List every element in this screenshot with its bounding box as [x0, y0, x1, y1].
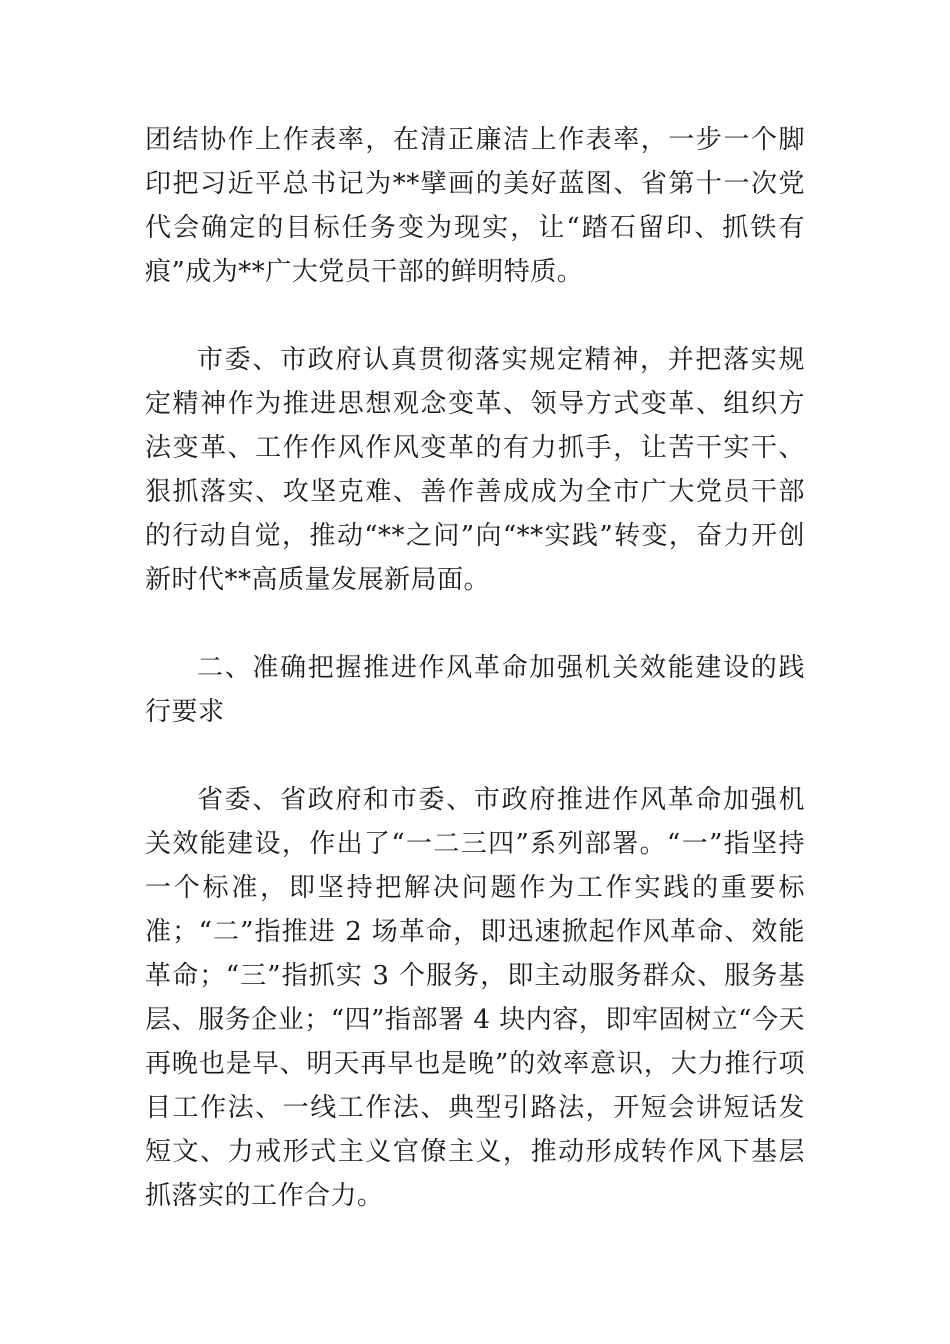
document-body	[145, 118, 805, 1262]
paragraph-municipal-implementation: 市委、市政府认真贯彻落实规定精神，并把落实规定精神作为推进思想观念变革、领导方式变革、组织方法变革、工作作风作风变革的有力抓手，让苦干实干、狠抓落实、攻坚克难、善作善成成为全市广大党员干部的行动自觉，推动“**之问”向“**实践”转变，奋力开创新时代**高质量发展新局面。	[145, 345, 805, 595]
paragraph-continuation: 团结协作上作表率，在清正廉洁上作表率，一步一个脚印把习近平总书记为**擘画的美好蓝图、省第十一次党代会确定的目标任务变为现实，让“踏石留印、抓铁有痕”成为**广大党员干部的鲜明特质。	[145, 125, 805, 287]
paragraph-one-two-three-four: 省委、省政府和市委、市政府推进作风革命加强机关效能建设，作出了“一二三四”系列部署。“一”指坚持一个标准，即坚持把解决问题作为工作实践的重要标准；“二”指推进 2 场革命，即迅速掀起作风革命、效能革命；“三”指抓实 3 个服务，即主动服务群众、服务基层、服务企业；“四”指部署 4 块内容，即牢固树立“今天再晚也是早、明天再早也是晚”的效率意识，大力推行项目工作法、一线工作法、典型引路法，开短会讲短话发短文、力戒形式主义官僚主义，推动形成转作风下基层抓落实的工作合力。	[145, 785, 805, 1211]
section-heading-two: 二、准确把握推进作风革命加强机关效能建设的践行要求	[145, 653, 805, 727]
